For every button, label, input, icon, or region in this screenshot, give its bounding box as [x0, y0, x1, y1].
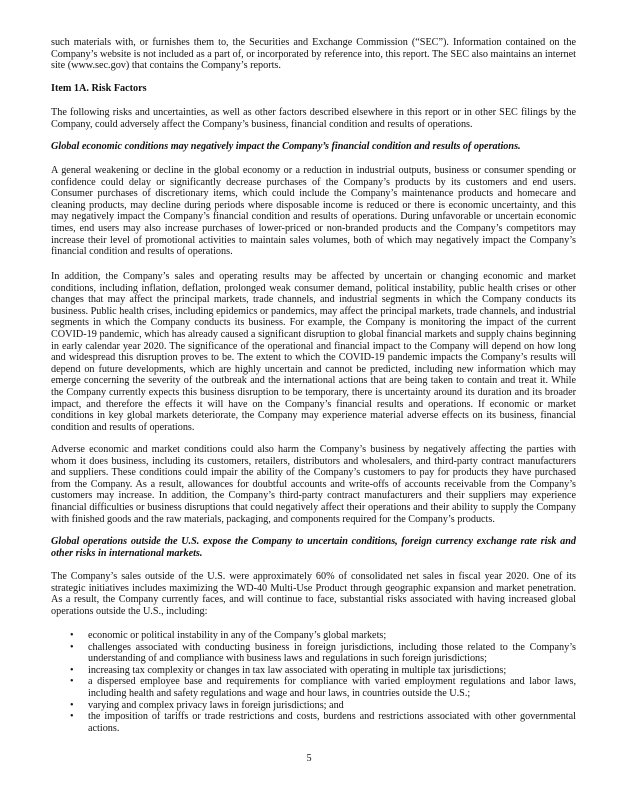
bullet-icon: • [70, 664, 74, 676]
list-item-text: challenges associated with conducting business in foreign jurisdictions, including those related to the Company’s understanding of and compliance with business laws and regulations in such foreign jurisdictions; [88, 641, 576, 665]
risk-bullet-list [51, 630, 576, 734]
list-item [51, 711, 576, 734]
paragraph-covid-impact: In addition, the Company’s sales and operating results may be affected by uncertain or changing economic and market conditions, including inflation, deflation, prolonged weak consumer demand, political instability, public health crises or other changes that may affect the principal markets, trade channels, and industrial segments in which the Company conducts its business. Public health crises, including epidemics or pandemics, may affect the principal markets, trade channels, and industrial segments in which the Company conducts its business. For example, the Company is monitoring the impact of the current COVID-19 pandemic, which has already caused a significant disruption to global financial markets and supply chains beginning in early calendar year 2020. The significance of the operational and financial impact to the Company will depend on how long and widespread this disruption proves to be. The extent to which the COVID-19 pandemic impacts the Company’s results will depend on future developments, which are highly uncertain and cannot be predicted, including new information which may emerge concerning the severity of the outbreak and the international actions that are being taken to contain and treat it. While the Company currently expects this business disruption to be temporary, there is uncertainty around its duration and its broader impact, and therefore the effects it will have on the Company’s financial results and operations. If economic or market conditions in key global markets deteriorate, the Company may experience material adverse effects on its business, financial condition and results of operations. [51, 271, 576, 433]
list-item [51, 676, 576, 699]
risk-heading-global-operations: Global operations outside the U.S. expose the Company to uncertain conditions, foreign currency exchange rate risk and other risks in international markets. [51, 536, 576, 559]
paragraph-economic-weakening: A general weakening or decline in the global economy or a reduction in industrial outputs, business or consumer spending or confidence could delay or significantly decrease purchases of the Company’s products by its customers and end users. Consumer purchases of discretionary items, which could include the Company’s maintenance products and homecare and cleaning products, may decline during periods where disposable income is reduced or there is economic uncertainty, and this may negatively impact the Company’s financial condition and results of operations. During unfavorable or uncertain economic times, end users may also increase purchases of lower-priced or non-branded products and the Company’s competitors may increase their level of promotional activities to maintain sales volumes, both of which may negatively impact the Company’s financial condition and results of operations. [51, 165, 576, 258]
list-item [51, 630, 576, 642]
section-heading-risk-factors: Item 1A. Risk Factors [51, 83, 147, 94]
paragraph-adverse-conditions: Adverse economic and market conditions could also harm the Company’s business by negatively affecting the parties with whom it does business, including its customers, retailers, distributors and wholesalers, and third-party contract manufacturers and suppliers. These conditions could impair the ability of the Company’s customers to pay for products they have purchased from the Company. As a result, allowances for doubtful accounts and write-offs of accounts receivable from the Company’s customers may increase. In addition, the Company’s third-party contract manufacturers and their suppliers may experience financial difficulties or business disruptions that could negatively affect their operations and their ability to supply the Company with finished goods and the raw materials, packaging, and components required for the Company’s products. [51, 444, 576, 525]
paragraph-international-sales: The Company’s sales outside of the U.S. were approximately 60% of consolidated net sales in fiscal year 2020. One of its strategic initiatives includes maximizing the WD-40 Multi-Use Product through geographic expansion and market penetration. As a result, the Company currently faces, and will continue to face, substantial risks associated with having increased global operations outside the U.S., including: [51, 571, 576, 617]
list-item-text: economic or political instability in any of the Company’s global markets; [88, 630, 387, 641]
risk-intro-paragraph: The following risks and uncertainties, as well as other factors described elsewhere in this report or in other SEC filings by the Company, could adversely affect the Company’s business, financial condition and results of operations. [51, 107, 576, 130]
page-number: 5 [306, 753, 312, 764]
bullet-icon: • [70, 676, 74, 688]
list-item [51, 700, 576, 712]
list-item-text: varying and complex privacy laws in foreign jurisdictions; and [88, 699, 344, 711]
intro-paragraph: such materials with, or furnishes them to, the Securities and Exchange Commission (“SEC”). Information contained on the Company’s website is not included as a part of, or incorporated by reference into, this report. The SEC also maintains an internet site (www.sec.gov) that contains the Company’s reports. [51, 37, 576, 72]
bullet-icon: • [70, 641, 74, 653]
bullet-icon: • [70, 699, 74, 711]
bullet-icon: • [70, 630, 74, 641]
bullet-icon: • [70, 711, 74, 723]
list-item-text: a dispersed employee base and requirements for compliance with varied employment regulations and labor laws, including health and safety regulations and wage and hour laws, in countries outside the U.S.; [88, 676, 576, 699]
list-item [51, 665, 576, 677]
list-item-text: the imposition of tariffs or trade restrictions and costs, burdens and restrictions associated with other governmental actions. [88, 711, 576, 734]
list-item-text: increasing tax complexity or changes in tax law associated with operating in multiple tax jurisdictions; [88, 664, 507, 676]
risk-heading-global-economic: Global economic conditions may negatively impact the Company’s financial condition and results of operations. [51, 141, 521, 152]
list-item [51, 642, 576, 665]
